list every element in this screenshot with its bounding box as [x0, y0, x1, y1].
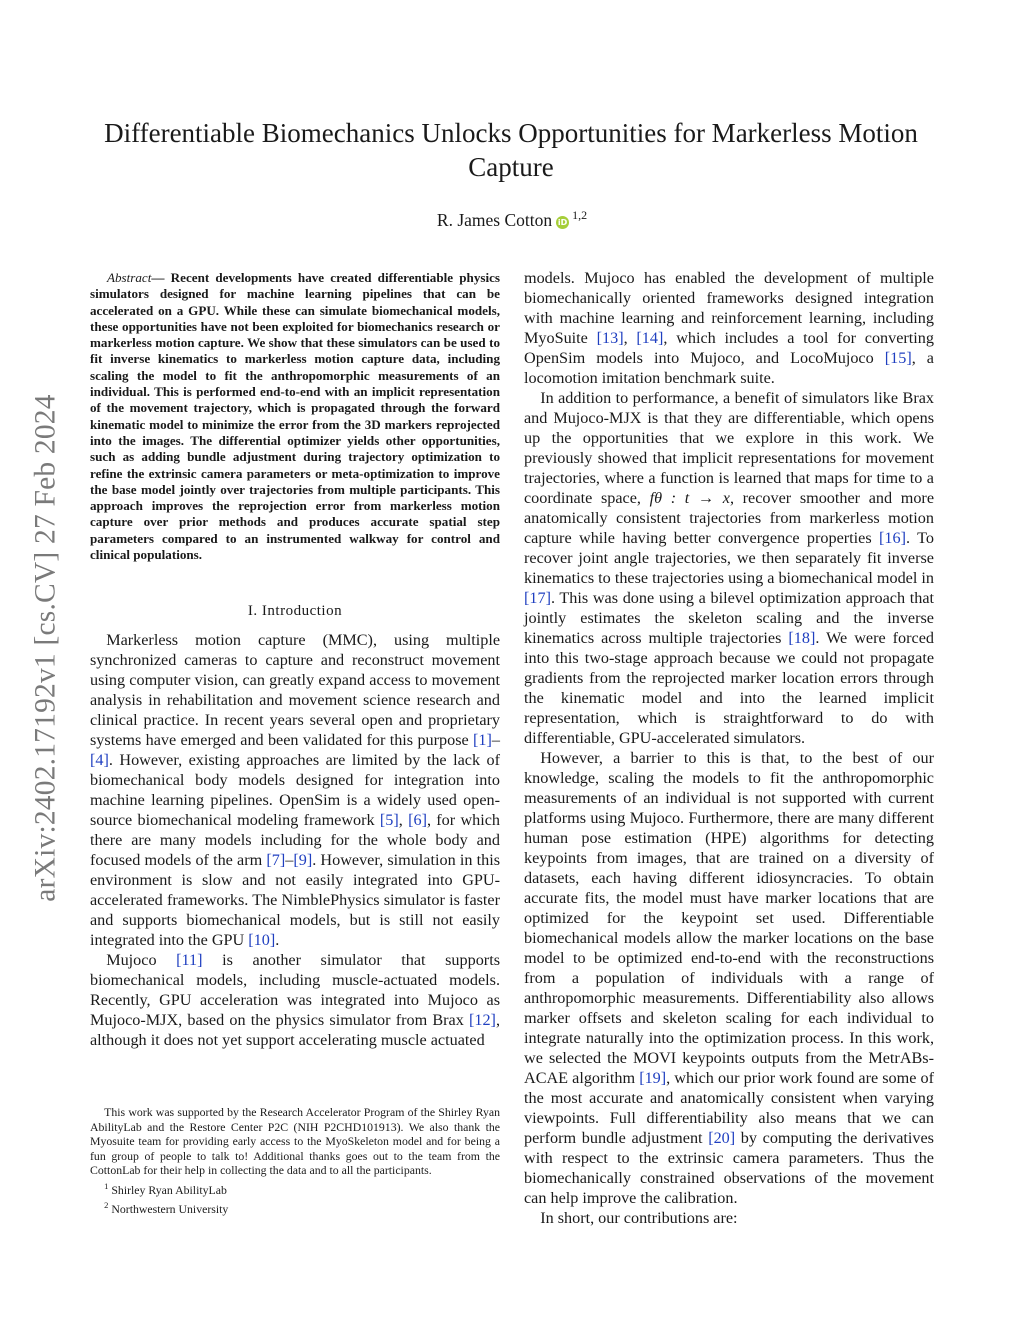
footnote	[90, 1105, 500, 1216]
author-affiliation-marks: 1,2	[572, 208, 588, 222]
right-paragraph-2: In addition to performance, a benefit of simulators like Brax and Mujoco-MJX is that they are differentiable, which opens up the opportunities that we explore in this work. We previously showed that implicit representations for movement trajectories, where a function is learned that maps for time to a coordinate space, fθ : t → x, recover smoother and more anatomically consistent trajectories from markerless motion capture while having better convergence properties [16]. To recover joint angle trajectories, we then separately fit inverse kinematics to these trajectories using a biomechanical model in [17]. This was done using a bilevel optimization approach that jointly estimates the skeleton scaling and the inverse kinematics across multiple trajectories [18]. We were forced into this two-stage approach because we could not propagate gradients from the reprojected marker location errors through the kinematic model and into the learned implicit representation, which is straightforward to do with differentiable, GPU-accelerated simulators.	[524, 389, 935, 747]
right-column	[524, 268, 934, 1228]
citation-link[interactable]: [19]	[639, 1069, 667, 1087]
section-heading-introduction: I. Introduction	[247, 603, 343, 620]
citation-link[interactable]: [18]	[788, 629, 816, 647]
citation-link[interactable]: [17]	[524, 589, 551, 607]
arxiv-identifier-text: arXiv:2402.17192v1 [cs.CV] 27 Feb 2024	[29, 393, 62, 902]
citation-link[interactable]: [7]	[266, 851, 286, 870]
citation-link[interactable]: [9]	[293, 851, 313, 870]
citation-link[interactable]: [10]	[248, 931, 276, 950]
citation-link[interactable]: [11]	[176, 951, 203, 970]
orcid-icon[interactable]: iD	[557, 217, 568, 227]
funding-note: This work was supported by the Research Accelerator Program of the Shirley Ryan AbilityLab and the Restore Center P2C (NIH P2CHD101913). We also thank the Myosuite team for providing early access to the MyoSkeleton model and for being a fun group of people to talk to! Additional thanks goes out to the team from the CottonLab for their help in collecting the data and to all the participants.	[90, 1105, 500, 1177]
citation-link[interactable]: [13]	[596, 329, 624, 347]
citation-link[interactable]: [20]	[708, 1129, 736, 1147]
author-line	[200, 208, 824, 231]
author-name: R. James Cotton	[436, 209, 553, 230]
citation-link[interactable]: [5]	[379, 811, 399, 830]
intro-paragraph-2: Mujoco [11] is another simulator that supports biomechanical models, including muscle-actuated models. Recently, GPU acceleration was integrated into Mujoco as Mujoco-MJX, based on the physics simulator from Brax [12], although it does not yet support accelerating muscle actuated	[90, 951, 500, 1050]
citation-link[interactable]: [15]	[884, 349, 912, 367]
right-paragraph-3: However, a barrier to this is that, to the best of our knowledge, scaling the models to fit the anthropomorphic measurements of an individual is not supported with current platforms using Mujoco. Furthermore, there are many different human pose estimation (HPE) algorithms for detecting keypoints from images, that are trained on a diversity of datasets, each having different idiosyncracies. To obtain accurate fits, the model must have marker locations that are optimized for the keypoint set used. Differentiable biomechanical models allow the marker locations on the base model to be optimized end-to-end with the reconstructions from a population of individuals with a range of anthropomorphic measurements. Differentiability also allows marker offsets and skeleton scaling for each individual to integrate naturally into the optimization process. In this work, we selected the MOVI keypoints outputs from the MetrABs-ACAE algorithm [19], which our prior work found are some of the most accurate and anatomically consistent when varying viewpoints. Full differentiability also means that we can perform bundle adjustment [20] by computing the derivatives with respect to the extrinsic camera parameters. Thus the biomechanically constrained observations of the movement can help improve the calibration.	[524, 749, 934, 1207]
citation-link[interactable]: [12]	[468, 1011, 496, 1030]
right-paragraph-1: models. Mujoco has enabled the development of multiple biomechanically oriented frameworks designed integration with machine learning and reinforcement learning, including MyoSuite [13], [14], which includes a tool for converting OpenSim models into Mujoco, and LocoMujoco [15], a locomotion imitation benchmark suite.	[524, 269, 934, 387]
citation-link[interactable]: [6]	[408, 811, 427, 830]
abstract-text: Recent developments have created differentiable physics simulators designed for machine learning pipelines that can be accelerated on a GPU. While these can simulate biomechanical models, these opportunities have not been exploited for biomechanics research or markerless motion capture. We show that these simulators can be used to fit inverse kinematics to markerless motion capture data, including scaling the model to fit the anthropomorphic measurements of an individual. This is performed end-to-end with an implicit representation of the movement trajectory, which is propagated through the forward kinematic model to minimize the error from the 3D markers reprojected into the images. The differential optimizer yields other opportunities, such as adding bundle adjustment during trajectory optimization to refine the extrinsic camera parameters or meta-optimization to improve the base model jointly over trajectories from multiple participants. This approach improves the reprojection error from markerless motion capture over prior methods and produces accurate spatial step parameters compared to an instrumented walkway for control and clinical populations.	[90, 270, 501, 563]
arxiv-identifier	[26, 350, 66, 945]
right-paragraph-4: In short, our contributions are:	[540, 1209, 738, 1227]
affiliation-2: $^2$ Northwestern University	[104, 1199, 229, 1216]
affiliation-1: $^1$ Shirley Ryan AbilityLab	[104, 1180, 227, 1197]
citation-link[interactable]: [14]	[636, 329, 664, 347]
intro-paragraph-1: Markerless motion capture (MMC), using multiple synchronized cameras to capture and reconstruct movement using computer vision, can greatly expand access to movement analysis in rehabilitation and movement science research and clinical practice. In recent years several open and proprietary systems have emerged and been validated for this purpose [1]–[4]. However, existing approaches are limited by the lack of biomechanical body models designed for integration into machine learning pipelines. OpenSim is a widely used open-source biomechanical modeling framework [5], [6], for which there are many models including for the whole body and focused models of the arm [7]–[9]. However, simulation in this environment is slow and not easily integrated into GPU-accelerated frameworks. The NimblePhysics simulator is faster and supports biomechanical models, but is still not easily integrated into the GPU [10].	[90, 631, 500, 950]
abstract: Abstract— Recent developments have created differentiable physics simulators designed for machine learning pipelines that can be accelerated on a GPU. While these can simulate biomechanical models, these opportunities have not been exploited for biomechanics research or markerless motion capture. We show that these simulators can be used to fit inverse kinematics to markerless motion capture data, including scaling the model to fit the anthropomorphic measurements of an individual. This is performed end-to-end with an implicit representation of the movement trajectory, which is propagated through the forward kinematic model to minimize the error from the 3D markers reprojected into the images. The differential optimizer yields other opportunities, such as adding bundle adjustment during trajectory optimization to refine the extrinsic camera parameters or meta-optimization to improve the base model jointly over trajectories from multiple participants. This approach improves the reprojection error from markerless motion capture over prior methods and produces accurate spatial step parameters compared to an instrumented walkway for control and clinical populations.	[90, 270, 501, 563]
math-expression: fθ : t → x	[649, 489, 730, 507]
citation-link[interactable]: [1]	[473, 731, 492, 750]
citation-link[interactable]: [16]	[879, 529, 907, 547]
abstract-label: Abstract	[107, 270, 152, 285]
citation-link[interactable]: [4]	[90, 751, 109, 770]
paper-title: Differentiable Biomechanics Unlocks Opportunities for Markerless Motion Capture	[104, 118, 918, 182]
left-column	[90, 270, 500, 1050]
